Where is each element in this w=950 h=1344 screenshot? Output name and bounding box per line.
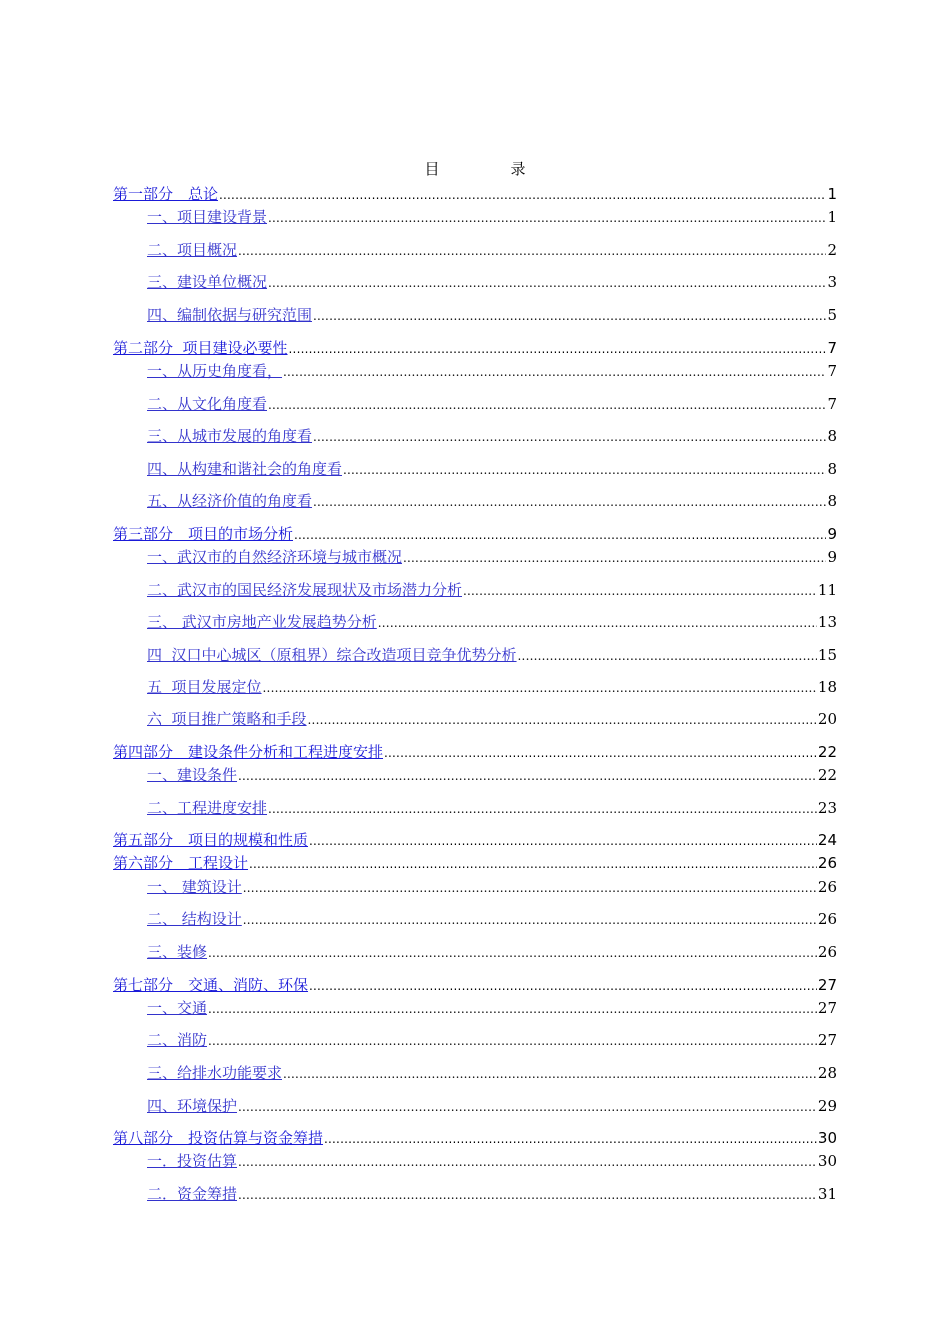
toc-page-number: 1 (827, 208, 837, 226)
toc-entry-link[interactable]: 一、从历史角度看， (147, 362, 283, 380)
toc-section-entry[interactable] (147, 1096, 837, 1117)
dot-leader (243, 877, 817, 898)
toc-entry-link[interactable]: 二、工程进度安排 (147, 799, 268, 817)
toc-entry-link[interactable]: 四、从构建和谐社会的角度看 (147, 460, 343, 478)
toc-section-entry[interactable] (147, 240, 837, 261)
toc-entry-link[interactable]: 一、武汉市的自然经济环境与城市概况 (147, 548, 403, 566)
toc-part-entry[interactable] (113, 830, 837, 851)
toc-section-entry[interactable] (147, 1030, 837, 1051)
page-title: 目 录 (424, 160, 554, 178)
dot-leader (238, 240, 826, 261)
toc-page-number: 22 (817, 766, 837, 784)
toc-section-entry[interactable] (147, 547, 837, 568)
dot-leader (313, 491, 826, 512)
toc-section-entry[interactable] (147, 459, 837, 480)
toc-part-entry[interactable] (113, 742, 837, 763)
toc-entry-link[interactable]: 一、建设条件 (147, 766, 238, 784)
toc-entry-link[interactable]: 第六部分 工程设计 (113, 854, 249, 872)
dot-leader (309, 975, 817, 996)
toc-page-number: 7 (827, 362, 837, 380)
dot-leader (238, 765, 817, 786)
toc-page-number: 8 (827, 460, 837, 478)
toc-page-number: 20 (817, 710, 837, 728)
toc-page-number: 13 (817, 613, 837, 631)
toc-page-number: 11 (817, 581, 837, 599)
toc-section-entry[interactable] (147, 272, 837, 293)
dot-leader (283, 1063, 817, 1084)
toc-entry-link[interactable]: 三、建设单位概况 (147, 273, 268, 291)
dot-leader (313, 305, 826, 326)
toc-page-number: 26 (817, 854, 837, 872)
toc-page-number: 9 (827, 548, 837, 566)
toc-part-entry[interactable] (113, 975, 837, 996)
toc-entry-link[interactable]: 二、武汉市的国民经济发展现状及市场潜力分析 (147, 581, 463, 599)
dot-leader (283, 361, 826, 382)
toc-page-number: 27 (817, 999, 837, 1017)
toc-part-entry[interactable] (113, 1128, 837, 1149)
toc-section-entry[interactable] (147, 361, 837, 382)
dot-leader (378, 612, 817, 633)
toc-entry-link[interactable]: 三、给排水功能要求 (147, 1064, 283, 1082)
toc-entry-link[interactable]: 一、交通 (147, 999, 208, 1017)
toc-entry-link[interactable]: 六 项目推广策略和手段 (147, 710, 307, 728)
dot-leader (463, 580, 817, 601)
toc-page-number: 23 (817, 799, 837, 817)
toc-entry-link[interactable]: 一、项目建设背景 (147, 208, 268, 226)
dot-leader (268, 798, 817, 819)
toc-entry-link[interactable]: 一、 建筑设计 (147, 878, 242, 896)
toc-section-entry[interactable] (147, 765, 837, 786)
dot-leader (289, 338, 827, 359)
dot-leader (324, 1128, 817, 1149)
toc-entry-link[interactable]: 三、从城市发展的角度看 (147, 427, 313, 445)
toc-section-entry[interactable] (147, 909, 837, 930)
toc-page-number: 27 (817, 976, 837, 994)
toc-page-number: 15 (817, 646, 837, 664)
dot-leader (309, 830, 817, 851)
toc-entry-link[interactable]: 第七部分 交通、消防、环保 (113, 976, 309, 994)
dot-leader (313, 426, 826, 447)
toc-section-entry[interactable] (147, 877, 837, 898)
toc-entry-link[interactable]: 第二部分 项目建设必要性 (113, 339, 288, 357)
toc-page-number: 29 (817, 1097, 837, 1115)
toc-section-entry[interactable] (147, 1151, 837, 1172)
dot-leader (294, 524, 826, 545)
toc-page-number: 26 (817, 910, 837, 928)
toc-entry-link[interactable]: 三、 武汉市房地产业发展趋势分析 (147, 613, 377, 631)
dot-leader (263, 677, 817, 698)
toc-section-entry[interactable] (147, 580, 837, 601)
dot-leader (208, 942, 817, 963)
toc-section-entry[interactable] (147, 207, 837, 228)
toc-page-number: 5 (827, 306, 837, 324)
dot-leader (249, 853, 817, 874)
dot-leader (268, 394, 826, 415)
toc-page-number: 8 (827, 492, 837, 510)
toc-entry-link[interactable]: 四 汉口中心城区（原租界）综合改造项目竞争优势分析 (147, 646, 517, 664)
toc-entry-link[interactable]: 第三部分 项目的市场分析 (113, 525, 294, 543)
dot-leader (384, 742, 817, 763)
toc-entry-link[interactable]: 五、从经济价值的角度看 (147, 492, 313, 510)
dot-leader (238, 1096, 817, 1117)
dot-leader (343, 459, 826, 480)
toc-page-number: 24 (817, 831, 837, 849)
toc-entry-link[interactable]: 二．资金筹措 (147, 1185, 238, 1203)
toc-page-number: 26 (817, 878, 837, 896)
toc-page-number: 7 (827, 395, 837, 413)
dot-leader (208, 998, 817, 1019)
toc-entry-link[interactable]: 四、编制依据与研究范围 (147, 306, 313, 324)
toc-entry-link[interactable]: 第四部分 建设条件分析和工程进度安排 (113, 743, 384, 761)
toc-entry-link[interactable]: 二、 结构设计 (147, 910, 242, 928)
toc-section-entry[interactable] (147, 491, 837, 512)
toc-section-entry[interactable] (147, 426, 837, 447)
toc-section-entry[interactable] (147, 1063, 837, 1084)
toc-page-number: 27 (817, 1031, 837, 1049)
toc-part-entry[interactable] (113, 853, 837, 874)
toc-page-number: 7 (827, 339, 837, 357)
toc-page-number: 31 (817, 1185, 837, 1203)
toc-entry-link[interactable]: 二、项目概况 (147, 241, 238, 259)
toc-section-entry[interactable] (147, 998, 837, 1019)
toc-part-entry[interactable] (113, 184, 837, 205)
toc-section-entry[interactable] (147, 709, 837, 730)
toc-entry-link[interactable]: 第一部分 总论 (113, 185, 219, 203)
toc-entry-link[interactable]: 五 项目发展定位 (147, 678, 262, 696)
toc-entry-link[interactable]: 一．投资估算 (147, 1152, 238, 1170)
toc-page-number: 9 (827, 525, 837, 543)
dot-leader (238, 1151, 817, 1172)
dot-leader (268, 207, 826, 228)
toc-page-number: 22 (817, 743, 837, 761)
toc-entry-link[interactable]: 二、消防 (147, 1031, 208, 1049)
toc-part-entry[interactable] (113, 338, 837, 359)
dot-leader (243, 909, 817, 930)
toc-part-entry[interactable] (113, 524, 837, 545)
dot-leader (268, 272, 826, 293)
toc-page-number: 26 (817, 943, 837, 961)
toc-page-number: 2 (827, 241, 837, 259)
toc-section-entry[interactable] (147, 394, 837, 415)
toc-section-entry[interactable] (147, 798, 837, 819)
toc-entry-link[interactable]: 三、装修 (147, 943, 208, 961)
toc-page-number: 30 (817, 1129, 837, 1147)
dot-leader (238, 1184, 817, 1205)
toc-section-entry[interactable] (147, 305, 837, 326)
toc-entry-link[interactable]: 四、环境保护 (147, 1097, 238, 1115)
toc-section-entry[interactable] (147, 942, 837, 963)
toc-page-number: 18 (817, 678, 837, 696)
toc-page-number: 8 (827, 427, 837, 445)
toc-section-entry[interactable] (147, 645, 837, 666)
dot-leader (208, 1030, 817, 1051)
toc-section-entry[interactable] (147, 612, 837, 633)
dot-leader (219, 184, 826, 205)
toc-entry-link[interactable]: 第八部分 投资估算与资金筹措 (113, 1129, 324, 1147)
dot-leader (403, 547, 826, 568)
toc-entry-link[interactable]: 第五部分 项目的规模和性质 (113, 831, 309, 849)
toc-page-number: 30 (817, 1152, 837, 1170)
toc-page-number: 1 (827, 185, 837, 203)
toc-entry-link[interactable]: 二、从文化角度看 (147, 395, 268, 413)
toc-section-entry[interactable] (147, 1184, 837, 1205)
dot-leader (518, 645, 817, 666)
dot-leader (308, 709, 817, 730)
toc-page-number: 28 (817, 1064, 837, 1082)
toc-section-entry[interactable] (147, 677, 837, 698)
toc-page-number: 3 (827, 273, 837, 291)
